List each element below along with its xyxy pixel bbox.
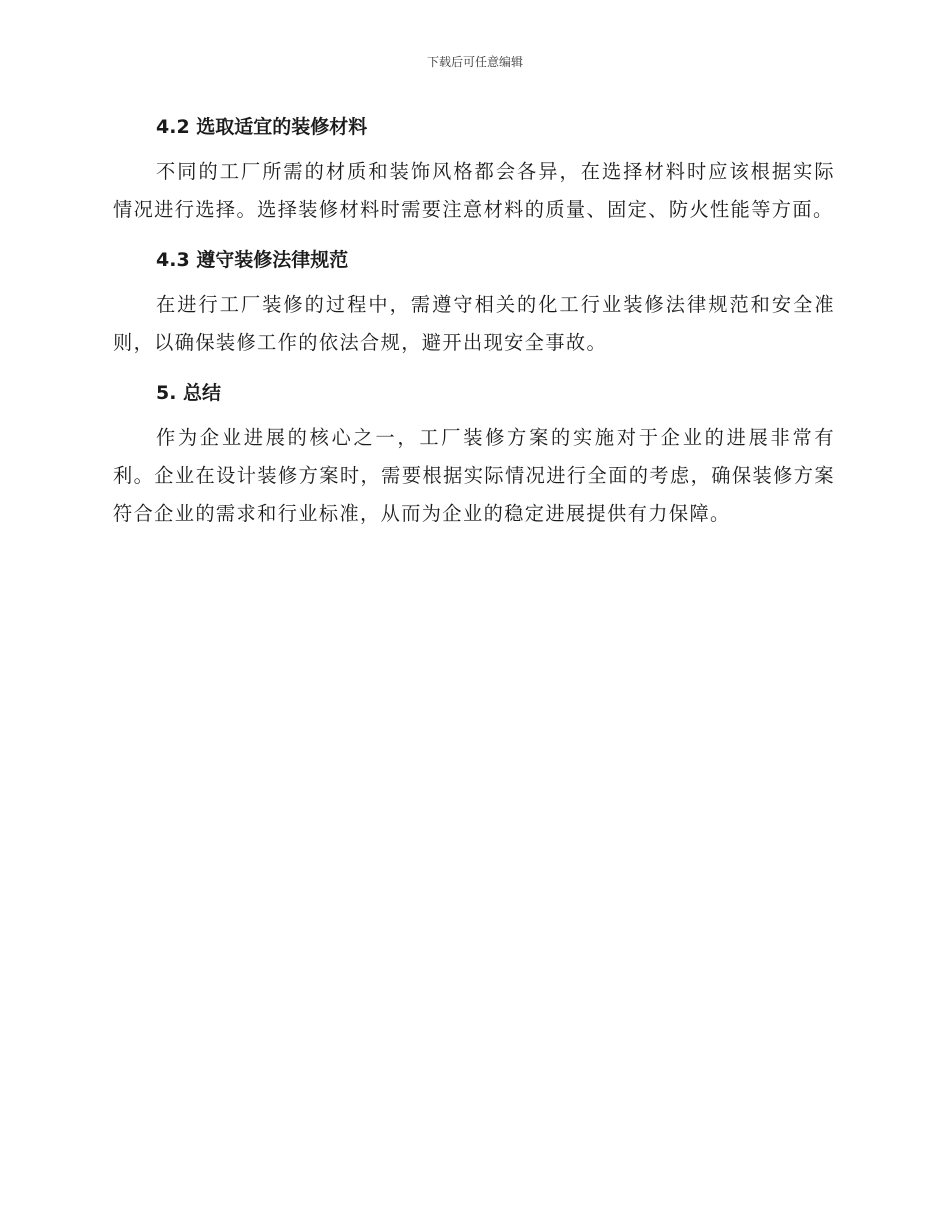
document-body bbox=[113, 112, 835, 533]
page-header: 下载后可任意编辑 bbox=[426, 55, 523, 69]
section-paragraph-5: 作为企业进展的核心之一，工厂装修方案的实施对于企业的进展非常有利。企业在设计装修方案时，需要根据实际情况进行全面的考虑，确保装修方案符合企业的需求和行业标准，从而为企业的稳定进展提供有力保障。 bbox=[113, 426, 835, 525]
section-heading-4-2: 4.2 选取适宜的装修材料 bbox=[156, 116, 368, 138]
section-heading-5: 5. 总结 bbox=[156, 382, 222, 404]
section-paragraph-4-3: 在进行工厂装修的过程中，需遵守相关的化工行业装修法律规范和安全准则，以确保装修工作的依法合规，避开出现安全事故。 bbox=[113, 293, 835, 354]
section-paragraph-4-2: 不同的工厂所需的材质和装饰风格都会各异，在选择材料时应该根据实际情况进行选择。选择装修材料时需要注意材料的质量、固定、防火性能等方面。 bbox=[113, 160, 835, 221]
section-heading-4-3: 4.3 遵守装修法律规范 bbox=[156, 249, 349, 271]
